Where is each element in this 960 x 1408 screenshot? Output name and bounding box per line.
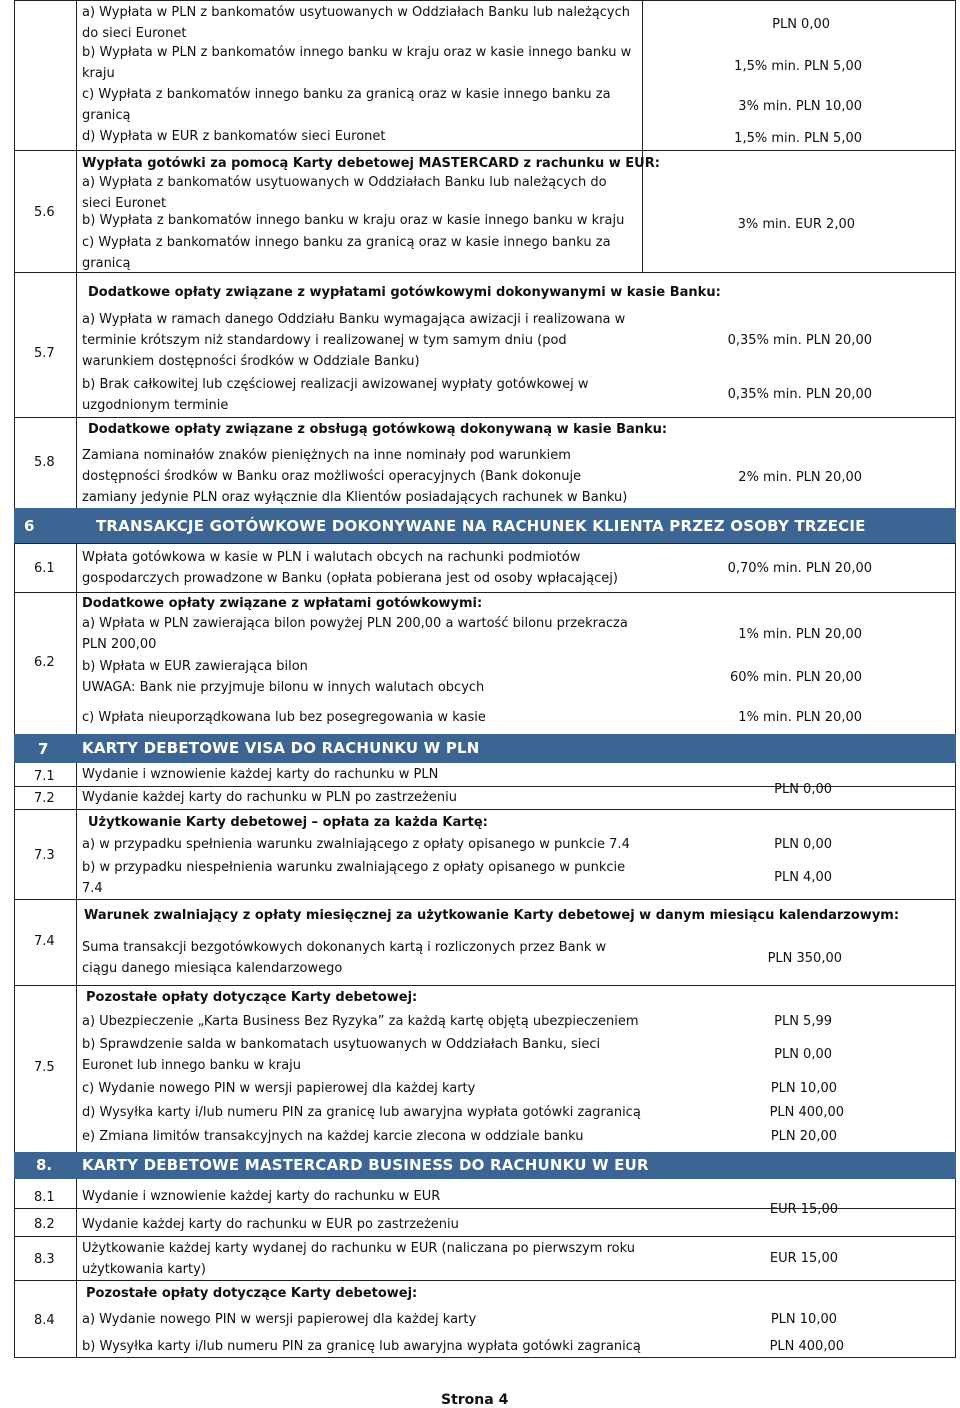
item-text: Wydanie i wznowienie każdej karty do rachunku w EUR <box>82 1189 441 1204</box>
fee-value: 0,70% min. PLN 20,00 <box>727 561 872 576</box>
item-text: UWAGA: Bank nie przyjmuje bilonu w innych walutach obcych <box>82 680 485 695</box>
row-divider <box>14 0 956 1</box>
fee-value: 1,5% min. PLN 5,00 <box>734 131 862 146</box>
item-text: Wpłata gotówkowa w kasie w PLN i walutach obcych na rachunki podmiotów gospodarczych prowadzone w Banku (opłata pobierana jest od osoby wpłacającej) <box>82 550 618 586</box>
section-number: 7 <box>38 740 49 758</box>
section-header-8 <box>14 1152 956 1179</box>
item-text: a) Wypłata z bankomatów usytuowanych w Oddziałach Banku lub należących do sieci Euronet <box>82 175 607 211</box>
item-text: d) Wysyłka karty i/lub numeru PIN za granicę lub awaryjna wypłata gotówki zagranicą <box>82 1105 641 1120</box>
row-number: 7.5 <box>34 1060 55 1075</box>
item-text: b) Brak całkowitej lub częściowej realizacji awizowanej wypłaty gotówkowej w uzgodnionym terminie <box>82 377 589 413</box>
item-text: c) Wypłata z bankomatów innego banku za granicą oraz w kasie innego banku za granicą <box>82 235 611 271</box>
fee-value: 60% min. PLN 20,00 <box>730 670 862 685</box>
fee-value: 0,35% min. PLN 20,00 <box>727 333 872 348</box>
fee-value: PLN 0,00 <box>772 17 830 32</box>
section-subheading: Wypłata gotówki za pomocą Karty debetowej MASTERCARD z rachunku w EUR: <box>82 156 660 171</box>
item-text: Wydanie i wznowienie każdej karty do rachunku w PLN <box>82 767 439 782</box>
fee-value: PLN 0,00 <box>774 1047 832 1062</box>
row-divider <box>14 899 956 900</box>
row-number: 7.1 <box>34 769 55 784</box>
fee-value: 1% min. PLN 20,00 <box>738 710 862 725</box>
section-subheading: Użytkowanie Karty debetowej – opłata za każda Kartę: <box>88 815 488 830</box>
fee-value: 0,35% min. PLN 20,00 <box>727 387 872 402</box>
fee-value: PLN 0,00 <box>774 837 832 852</box>
fee-value: 3% min. PLN 10,00 <box>738 99 862 114</box>
item-text: b) Sprawdzenie salda w bankomatach usytuowanych w Oddziałach Banku, sieci Euronet lub innego banku w kraju <box>82 1037 601 1073</box>
section-number: 6 <box>24 517 35 535</box>
fee-value: PLN 20,00 <box>770 1129 837 1144</box>
item-text: a) Ubezpieczenie „Karta Business Bez Ryzyka” za każdą kartę objętą ubezpieczeniem <box>82 1014 639 1029</box>
column-divider <box>76 0 77 508</box>
row-number: 5.7 <box>34 346 55 361</box>
fee-value: PLN 10,00 <box>770 1081 837 1096</box>
item-text: Suma transakcji bezgotówkowych dokonanych kartą i rozliczonych przez Bank w ciągu danego miesiąca kalendarzowego <box>82 940 607 976</box>
section-subheading: Dodatkowe opłaty związane z obsługą gotówkową dokonywaną w kasie Banku: <box>88 422 668 437</box>
row-number: 8.3 <box>34 1252 55 1267</box>
row-divider <box>14 417 956 418</box>
section-title: KARTY DEBETOWE VISA DO RACHUNKU W PLN <box>82 739 480 757</box>
row-divider <box>14 985 956 986</box>
item-text: b) Wypłata w PLN z bankomatów innego banku w kraju oraz w kasie innego banku w kraju <box>82 45 632 81</box>
row-divider <box>14 150 956 151</box>
item-text: a) Wypłata w PLN z bankomatów usytuowanych w Oddziałach Banku lub należących do sieci Euronet <box>82 5 630 41</box>
item-text: a) Wpłata w PLN zawierająca bilon powyżej PLN 200,00 a wartość bilonu przekracza PLN 200,00 <box>82 616 628 652</box>
item-text: b) Wpłata w EUR zawierająca bilon <box>82 659 308 674</box>
section-subheading: Warunek zwalniający z opłaty miesięcznej za użytkowanie Karty debetowej w danym miesiącu kalendarzowym: <box>84 908 900 923</box>
item-text: Wydanie każdej karty do rachunku w PLN po zastrzeżeniu <box>82 790 457 805</box>
item-text: Użytkowanie każdej karty wydanej do rachunku w EUR (naliczana po pierwszym roku użytkowania karty) <box>82 1241 635 1277</box>
fee-value: 1,5% min. PLN 5,00 <box>734 59 862 74</box>
item-text: b) Wypłata z bankomatów innego banku w kraju oraz w kasie innego banku w kraju <box>82 213 625 228</box>
fee-value: PLN 5,99 <box>774 1014 832 1029</box>
item-text: a) w przypadku spełnienia warunku zwalniającego z opłaty opisanego w punkcie 7.4 <box>82 837 630 852</box>
column-divider <box>76 763 77 1152</box>
fee-column-divider <box>642 0 643 272</box>
row-number: 5.6 <box>34 205 55 220</box>
section-header-6 <box>14 508 956 543</box>
row-number: 7.3 <box>34 848 55 863</box>
row-number: 8.4 <box>34 1313 55 1328</box>
table-border-bottom <box>14 1357 956 1358</box>
item-text: Zamiana nominałów znaków pieniężnych na inne nominały pod warunkiem dostępności środków w Banku oraz możliwości operacyjnych (Bank dokonuje zamiany jedynie PLN oraz wyłącznie dla Klientów posiadających rachunek w Banku) <box>82 448 628 505</box>
section-title: TRANSAKCJE GOTÓWKOWE DOKONYWANE NA RACHUNEK KLIENTA PRZEZ OSOBY TRZECIE <box>96 517 866 535</box>
item-text: b) Wysyłka karty i/lub numeru PIN za granicę lub awaryjna wypłata gotówki zagranicą <box>82 1339 641 1354</box>
fee-value: 3% min. EUR 2,00 <box>737 217 855 232</box>
section-subheading: Dodatkowe opłaty związane z wpłatami gotówkowymi: <box>82 596 483 611</box>
fee-value: PLN 350,00 <box>767 951 842 966</box>
row-number: 8.2 <box>34 1217 55 1232</box>
item-text: Wydanie każdej karty do rachunku w EUR po zastrzeżeniu <box>82 1217 459 1232</box>
row-number: 8.1 <box>34 1190 55 1205</box>
section-header-7 <box>14 734 956 763</box>
section-subheading: Pozostałe opłaty dotyczące Karty debetowej: <box>86 1286 418 1301</box>
row-number: 6.1 <box>34 561 55 576</box>
page-number: Strona 4 <box>441 1392 509 1408</box>
section-number: 8. <box>36 1156 53 1174</box>
row-number: 7.4 <box>34 934 55 949</box>
fee-value: PLN 400,00 <box>769 1105 844 1120</box>
section-title: KARTY DEBETOWE MASTERCARD BUSINESS DO RACHUNKU W EUR <box>82 1156 649 1174</box>
row-divider <box>14 1236 956 1237</box>
fee-value: PLN 4,00 <box>774 870 832 885</box>
item-text: e) Zmiana limitów transakcyjnych na każdej karcie zlecona w oddziale banku <box>82 1129 584 1144</box>
item-text: b) w przypadku niespełnienia warunku zwalniającego z opłaty opisanego w punkcie 7.4 <box>82 860 626 896</box>
column-divider <box>76 1179 77 1358</box>
fee-value: 2% min. PLN 20,00 <box>738 470 862 485</box>
fee-value: PLN 10,00 <box>770 1312 837 1327</box>
section-subheading: Dodatkowe opłaty związane z wypłatami gotówkowymi dokonywanymi w kasie Banku: <box>88 285 721 300</box>
fee-value: PLN 0,00 <box>774 782 832 797</box>
item-text: c) Wydanie nowego PIN w wersji papierowej dla każdej karty <box>82 1081 476 1096</box>
fee-value: 1% min. PLN 20,00 <box>738 627 862 642</box>
fee-value: EUR 15,00 <box>769 1251 838 1266</box>
fee-value: PLN 400,00 <box>769 1339 844 1354</box>
item-text: a) Wydanie nowego PIN w wersji papierowej dla każdej karty <box>82 1312 477 1327</box>
section-subheading: Pozostałe opłaty dotyczące Karty debetowej: <box>86 990 418 1005</box>
row-number: 5.8 <box>34 455 55 470</box>
row-divider <box>14 809 956 810</box>
column-divider <box>76 543 77 734</box>
fee-value: EUR 15,00 <box>769 1202 838 1217</box>
row-number: 6.2 <box>34 655 55 670</box>
row-divider <box>14 543 956 544</box>
item-text: c) Wypłata z bankomatów innego banku za granicą oraz w kasie innego banku za granicą <box>82 87 611 123</box>
item-text: c) Wpłata nieuporządkowana lub bez posegregowania w kasie <box>82 710 486 725</box>
row-number: 7.2 <box>34 791 55 806</box>
item-text: d) Wypłata w EUR z bankomatów sieci Euronet <box>82 129 386 144</box>
row-divider <box>14 1280 956 1281</box>
item-text: a) Wypłata w ramach danego Oddziału Banku wymagająca awizacji i realizowana w terminie krótszym niż standardowy i realizowanej w tym samym dniu (pod warunkiem dostępności środków w Oddziale Banku) <box>82 312 626 369</box>
